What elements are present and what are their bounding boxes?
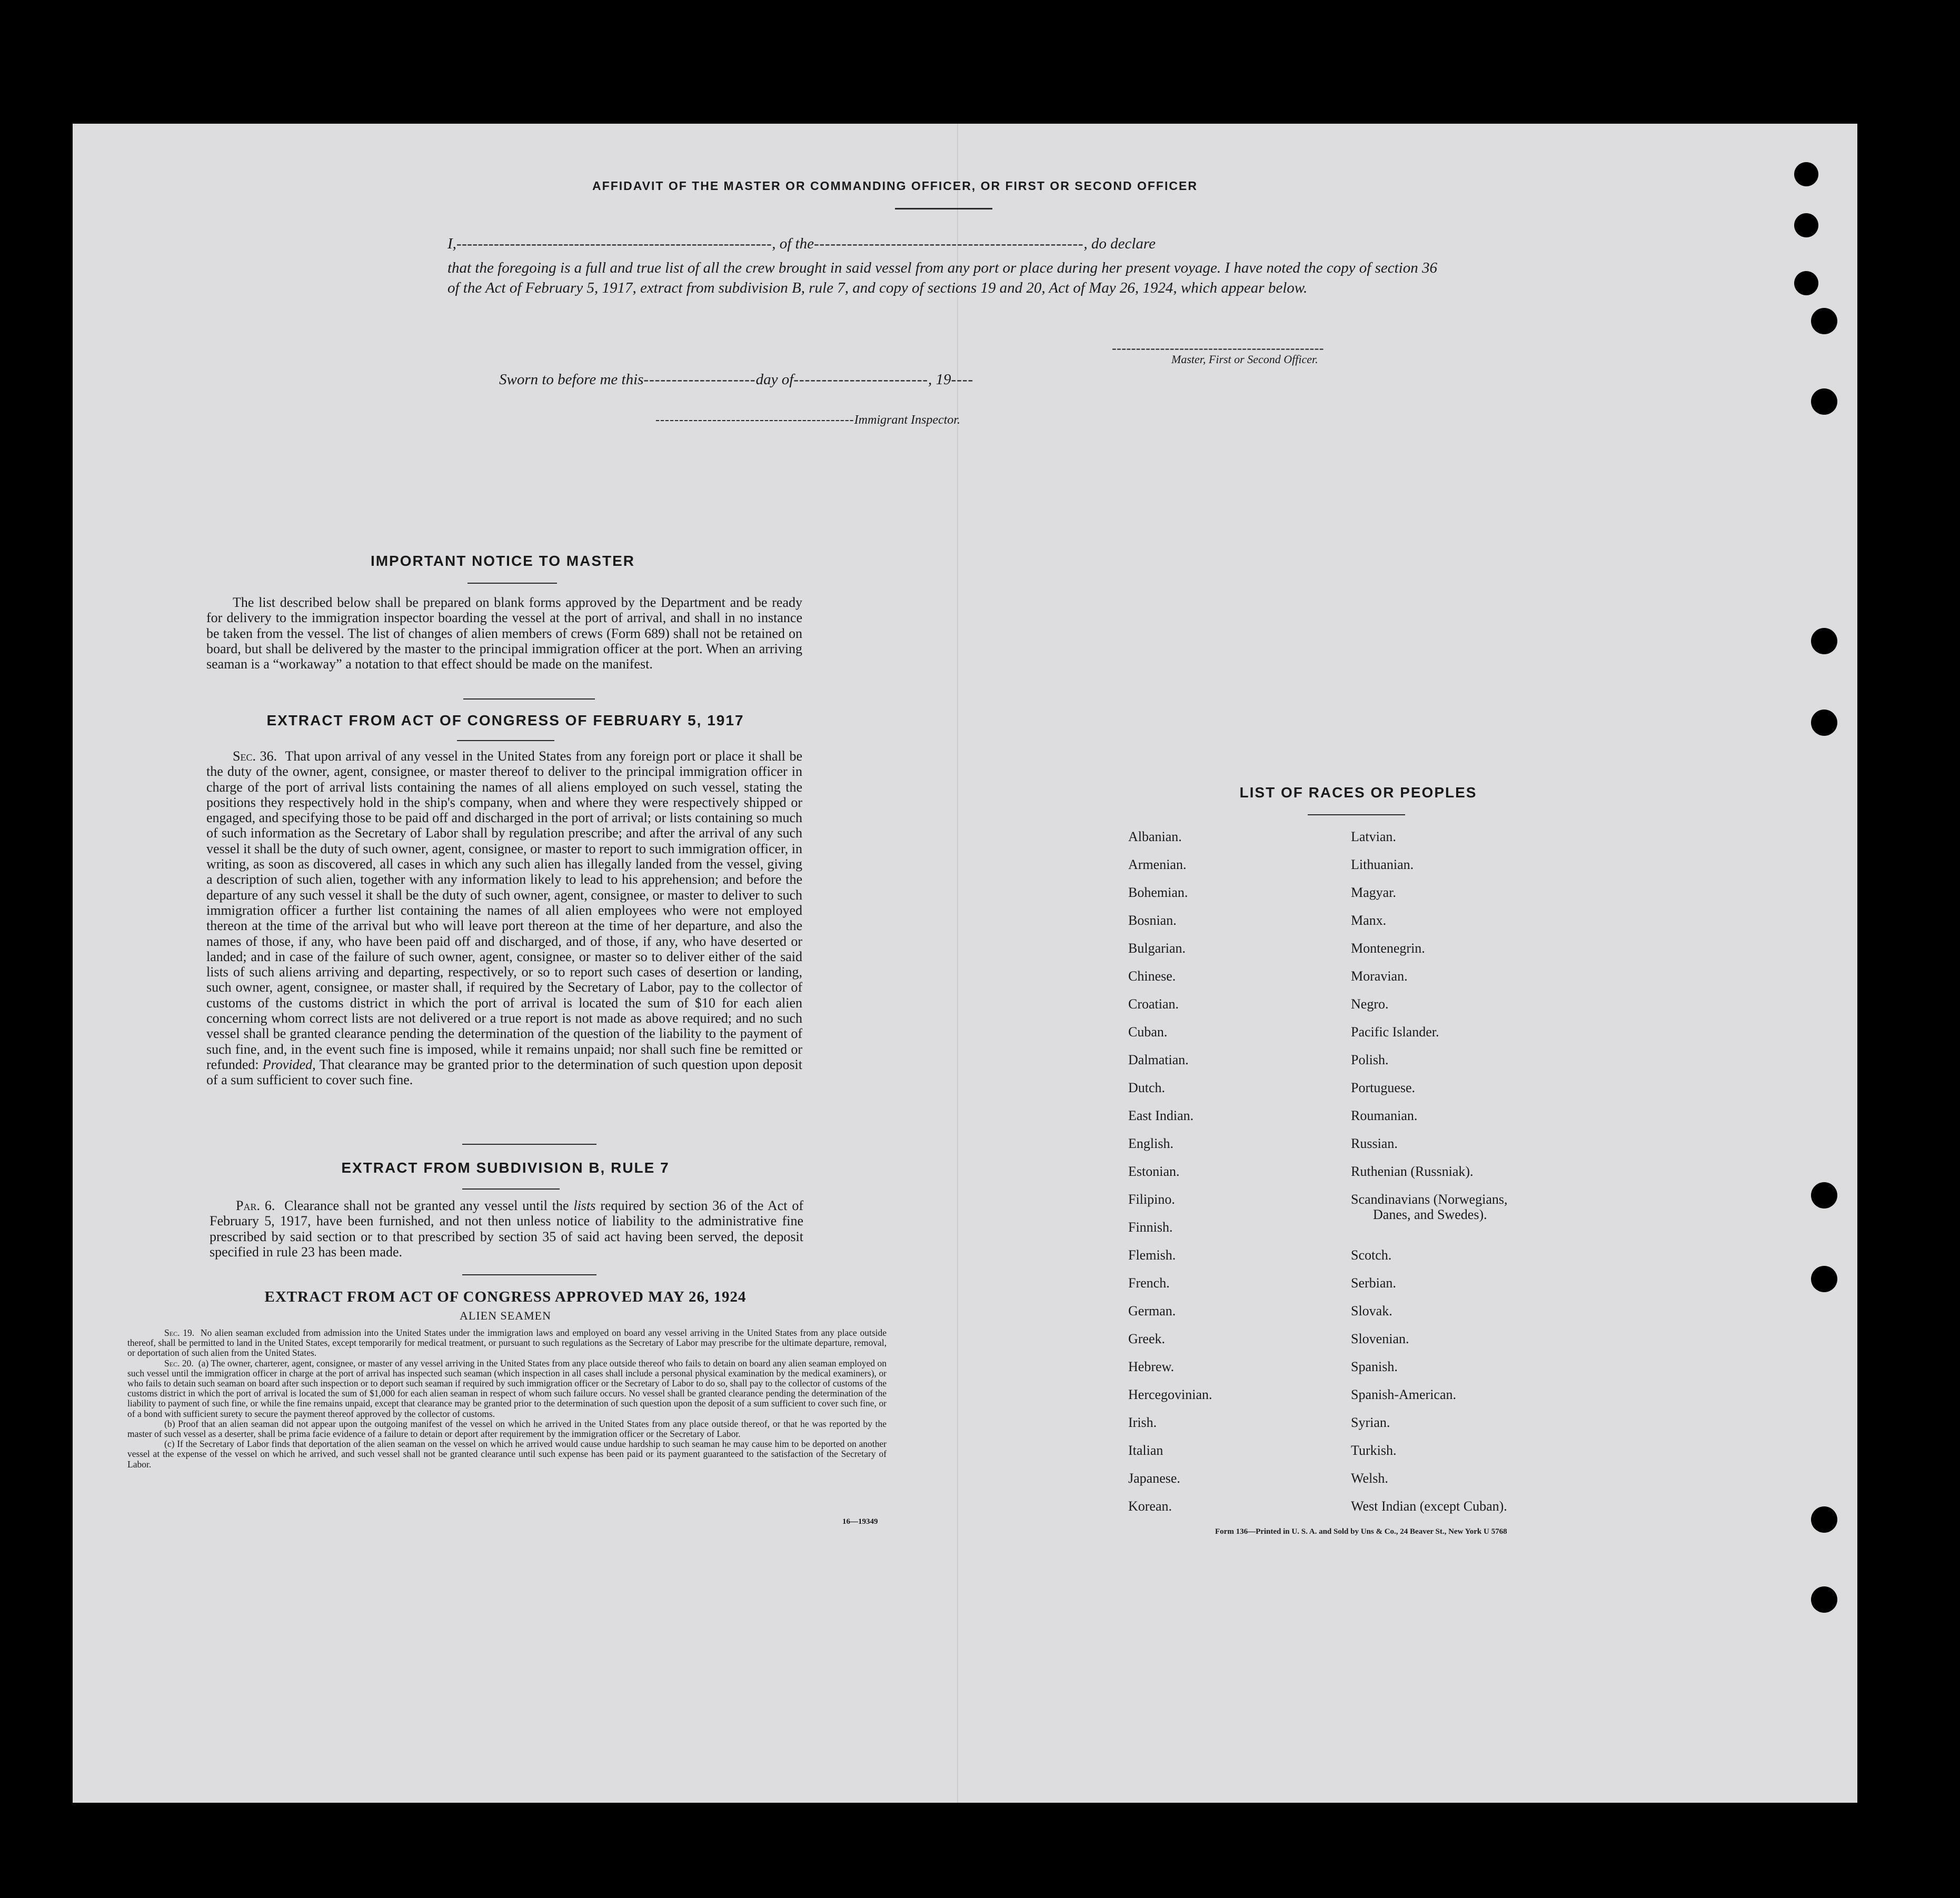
race-item: Welsh.	[1351, 1471, 1388, 1486]
sworn-label: Sworn to before me this	[499, 371, 644, 388]
lists-word: lists	[573, 1198, 596, 1213]
declarant-label: I,	[447, 235, 456, 252]
punch-hole	[1794, 271, 1818, 295]
race-item: German.	[1128, 1303, 1176, 1318]
extract-1917-body	[206, 748, 802, 1088]
race-item: Hebrew.	[1128, 1359, 1175, 1374]
extract-1924-title: EXTRACT FROM ACT OF CONGRESS APPROVED MAY 26, 1924	[264, 1288, 747, 1305]
race-item: Lithuanian.	[1351, 857, 1414, 872]
sworn-line	[499, 371, 973, 388]
race-item: Irish.	[1128, 1415, 1157, 1430]
vessel-name-blank: -------------------------------------------------	[813, 235, 1084, 252]
race-item: Greek.	[1128, 1331, 1166, 1346]
divider	[462, 1274, 596, 1275]
form-footer: Form 136—Printed in U. S. A. and Sold by Uns & Co., 24 Beaver St., New York U 5768	[1215, 1527, 1507, 1536]
declarant-name-blank: -----------------------------------------------------------	[456, 235, 772, 252]
race-item: Italian	[1128, 1443, 1163, 1458]
punch-hole	[1811, 1586, 1837, 1613]
punch-hole	[1811, 388, 1837, 415]
race-item: Latvian.	[1351, 829, 1396, 844]
year-label: , 19	[928, 371, 951, 388]
inspector-signature-blank: ------------------------------------------	[655, 413, 854, 427]
paragraph-6-label: Par. 6.	[236, 1198, 275, 1213]
race-item: Slovenian.	[1351, 1331, 1409, 1346]
punch-hole	[1811, 1266, 1837, 1292]
races-title: LIST OF RACES OR PEOPLES	[1239, 784, 1477, 801]
race-item: Armenian.	[1128, 857, 1187, 872]
punch-hole	[1811, 1182, 1837, 1208]
race-item: Bohemian.	[1128, 885, 1188, 900]
race-item: Korean.	[1128, 1499, 1172, 1514]
extract-1924-body	[127, 1328, 887, 1470]
paragraph-6-text: Clearance shall not be granted any vessel until the	[284, 1198, 569, 1213]
divider	[895, 208, 992, 209]
race-item: Estonian.	[1128, 1164, 1180, 1179]
race-item: Spanish-American.	[1351, 1387, 1457, 1402]
race-item: Dutch.	[1128, 1080, 1166, 1095]
rule7-title: EXTRACT FROM SUBDIVISION B, RULE 7	[341, 1160, 670, 1176]
section-20b-text: (b) Proof that an alien seaman did not appear upon the outgoing manifest of the vessel on which he arrived in the United States from any place outside thereof, or that he was reported by the master of such vessel as a deserter, shall be prima facie evidence of a failure to detain or deport after requirement by the immigration officer or the Secretary of Labor.	[127, 1418, 887, 1440]
notice-title: IMPORTANT NOTICE TO MASTER	[370, 553, 635, 569]
punch-hole	[1811, 628, 1837, 654]
inspector-caption: Immigrant Inspector.	[854, 413, 960, 427]
form-code: 16—19349	[842, 1517, 878, 1526]
punch-hole	[1794, 213, 1818, 237]
race-item: Portuguese.	[1351, 1080, 1416, 1095]
race-item: English.	[1128, 1136, 1173, 1151]
master-signature-line: --------------------------------------------	[1112, 341, 1324, 356]
race-item: Japanese.	[1128, 1471, 1180, 1486]
race-item: Polish.	[1351, 1052, 1389, 1067]
race-item: Croatian.	[1128, 996, 1179, 1012]
divider	[462, 1144, 596, 1145]
rule7-body	[210, 1198, 803, 1260]
affidavit-body: that the foregoing is a full and true list of all the crew brought in said vessel from any port or place during her present voyage. I have noted the copy of section 36 of the Act of February 5, 1917, extract from subdivision B, rule 7, and copy of sections 19 and 20, Act of May 26, 1924, which appear below.	[447, 259, 1437, 296]
affidavit-declaration-line	[447, 235, 1437, 253]
race-item: Dalmatian.	[1128, 1052, 1189, 1067]
race-item: Danes, and Swedes).	[1373, 1207, 1487, 1222]
race-item: Moravian.	[1351, 968, 1408, 984]
alien-seamen-subtitle: ALIEN SEAMEN	[460, 1309, 551, 1322]
race-item: Filipino.	[1128, 1192, 1175, 1207]
race-item: Chinese.	[1128, 968, 1176, 984]
divider	[467, 583, 557, 584]
race-item: Cuban.	[1128, 1024, 1168, 1040]
race-item: Bulgarian.	[1128, 941, 1186, 956]
sworn-year-blank: ----	[951, 371, 974, 388]
race-item: Spanish.	[1351, 1359, 1398, 1374]
section-36-text: That upon arrival of any vessel in the United States from any foreign port or place it shall be the duty of the owner, agent, consignee, or master thereof to deliver to the principal immigration officer in charge of the port of arrival lists containing the names of all aliens employed on such vessel, stating the positions they respectively hold in the ship's company, when and where they were respectively shipped or engaged, and specifying those to be paid off and discharged in the port of arrival; or lists containing so much of such information as the Secretary of Labor shall by regulation prescribe; and after the arrival of any such vessel it shall be the duty of such owner, agent, consignee, or master to report to such immigration officer, in writing, as soon as discovered, all cases in which any such alien has illegally landed from the vessel, giving a description of such alien, together with any information likely to lead to his apprehension; and before the departure of any such vessel it shall be the duty of such owner, agent, consignee, or master to deliver to such immigration officer a further list containing the names of all alien employees who were not employed thereon at the time of the arrival but who will leave port thereon at the time of her departure, and also the names of those, if any, who have been paid off and discharged, and of those, if any, who have deserted or landed; and in case of the failure of such owner, agent, consignee, or master so to deliver either of the said lists of such aliens arriving and departing, respectively, or so to report such cases of desertion or landing, such owner, agent, consignee, or master shall, if required by the Secretary of Labor, pay to the collector of customs of the customs district in which the port of arrival is located the sum of $10 for each alien concerning whom correct lists are not delivered or a true report is not made as above required; and no such vessel shall be granted clearance pending the determination of the question of the liability to the payment of such fine, and, in the event such fine is imposed, while it remains unpaid; nor shall such fine be remitted or refunded:	[206, 748, 802, 1072]
sworn-month-blank: ------------------------	[793, 371, 929, 388]
punch-hole	[1811, 1506, 1837, 1533]
race-item: Serbian.	[1351, 1275, 1396, 1291]
race-item: Magyar.	[1351, 885, 1396, 900]
race-item: Scotch.	[1351, 1247, 1392, 1263]
section-20a-text: (a) The owner, charterer, agent, consignee, or master of any vessel arriving in the United States from any place outside thereof who fails to detain on board any alien seaman employed on such vessel until the immigration officer in charge at the port of arrival has inspected such seaman (which inspection in all cases shall include a personal physical examination by the medical examiners), or who fails to detain such seaman on board after such inspection or to deport such seaman if required by such immigration officer or the Secretary of Labor to do so, shall pay to the collector of customs of the customs district in which the port of arrival is located the sum of $1,000 for each alien seaman in respect of whom such failure occurs. No vessel shall be granted clearance pending the determination of the liability to payment of such fine, or while the fine remains unpaid, except that clearance may be granted prior to the determination of such question upon the deposit of a sum sufficient to cover such fine, or of a bond with sufficient surety to secure the payment thereof approved by the collector of customs.	[127, 1357, 887, 1419]
race-item: Finnish.	[1128, 1220, 1173, 1235]
notice-body	[206, 595, 802, 672]
race-item: Hercegovinian.	[1128, 1387, 1212, 1402]
race-item: Slovak.	[1351, 1303, 1392, 1318]
of-the-label: , of the	[772, 235, 814, 252]
divider	[1308, 814, 1405, 815]
race-item: Albanian.	[1128, 829, 1182, 844]
punch-hole	[1811, 308, 1837, 334]
races-left-column	[1128, 829, 1349, 1513]
do-declare-label: , do declare	[1083, 235, 1156, 252]
race-item: West Indian (except Cuban).	[1351, 1499, 1507, 1514]
affidavit-title: AFFIDAVIT OF THE MASTER OR COMMANDING OFFICER, OR FIRST OR SECOND OFFICER	[592, 179, 1198, 193]
race-item: Bosnian.	[1128, 913, 1177, 928]
race-item: Syrian.	[1351, 1415, 1390, 1430]
race-item: Turkish.	[1351, 1443, 1397, 1458]
race-item: Russian.	[1351, 1136, 1398, 1151]
divider	[463, 698, 595, 700]
section-20-label: Sec. 20.	[164, 1357, 194, 1368]
race-item: Negro.	[1351, 996, 1389, 1012]
section-36-text-end: That clearance may be granted prior to the determination of such question upon deposit of a sum sufficient to cover such fine.	[206, 1056, 803, 1088]
punch-hole	[1811, 710, 1837, 736]
race-item: French.	[1128, 1275, 1170, 1291]
race-item: Pacific Islander.	[1351, 1024, 1439, 1040]
sworn-day-blank: --------------------	[643, 371, 756, 388]
race-item: Scandinavians (Norwegians,	[1351, 1192, 1508, 1207]
divider	[462, 1188, 560, 1190]
extract-1917-title: EXTRACT FROM ACT OF CONGRESS OF FEBRUARY 5, 1917	[266, 712, 744, 728]
divider	[457, 740, 554, 741]
section-36-label: Sec. 36.	[233, 748, 277, 764]
provided-word: Provided,	[262, 1056, 316, 1072]
race-item: East Indian.	[1128, 1108, 1194, 1123]
master-signature-caption: Master, First or Second Officer.	[1171, 353, 1318, 366]
race-item: Manx.	[1351, 913, 1387, 928]
paragraph-6-text-end: required by section 36 of the Act of February 5, 1917, have been furnished, and not then unless notice of liability to the administrative fine prescribed by said section or to that prescribed by section 35 of said act having been served, the deposit specified in rule 23 has been made.	[210, 1198, 804, 1260]
race-item: Flemish.	[1128, 1247, 1176, 1263]
punch-hole	[1794, 162, 1818, 186]
notice-text: The list described below shall be prepared on blank forms approved by the Department and be ready for delivery to the immigration inspector boarding the vessel at the port of arrival, and shall in no instance be taken from the vessel. The list of changes of alien members of crews (Form 689) shall not be retained on board, but shall be delivered by the master to the principal immigration officer at the port. When an arriving seaman is a “workaway” a notation to that effect should be made on the manifest.	[206, 595, 802, 672]
race-item: Montenegrin.	[1351, 941, 1425, 956]
race-item: Ruthenian (Russniak).	[1351, 1164, 1474, 1179]
race-item: Roumanian.	[1351, 1108, 1418, 1123]
section-19-text: No alien seaman excluded from admission into the United States under the immigration laws and employed on board any vessel arriving in the United States from any place outside thereof, shall be permitted to land in the United States, except temporarily for medical treatment, or pursuant to such regulations as the Secretary of Labor may prescribe for the ultimate departure, removal, or deportation of such alien from the United States.	[127, 1327, 887, 1358]
inspector-line	[655, 413, 960, 427]
section-19-label: Sec. 19.	[164, 1327, 195, 1338]
section-20c-text: (c) If the Secretary of Labor finds that deportation of the alien seaman on the vessel on which he arrived would cause undue hardship to such seaman he may cause him to be deported on another vessel at the expense of the vessel on which he arrived, and such vessel shall not be granted clearance until such expense has been paid or its payment guaranteed to the satisfaction of the Secretary of Labor.	[127, 1439, 887, 1470]
races-right-column	[1351, 829, 1572, 1513]
day-of-label: day of	[755, 371, 794, 388]
